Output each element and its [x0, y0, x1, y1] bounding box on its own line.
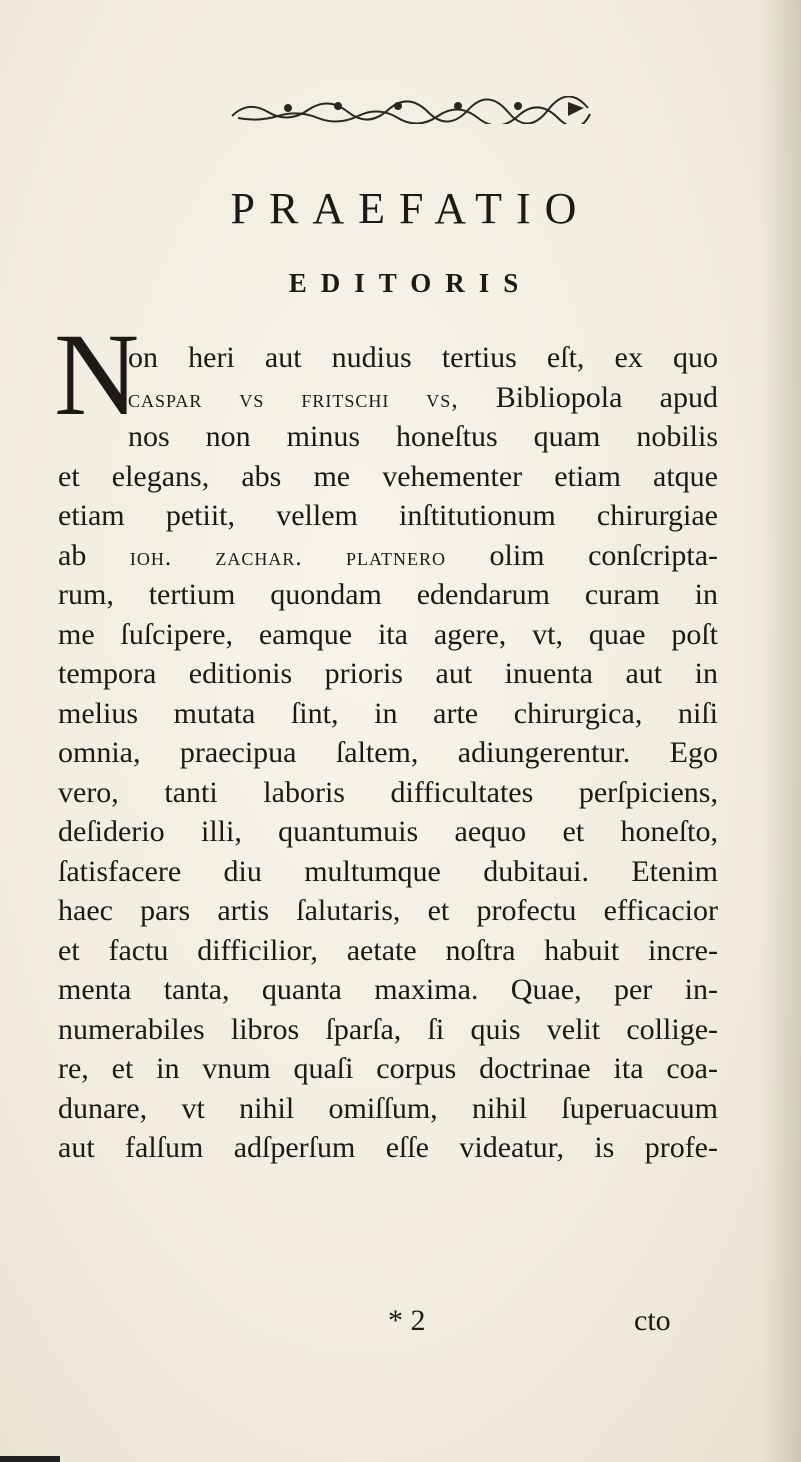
text-line: haec pars artis ſalutaris, et profectu efficacior	[58, 894, 718, 927]
drop-cap-initial: N	[54, 309, 140, 440]
text-line: me ſuſcipere, eamque ita agere, vt, quae poſt	[58, 617, 718, 651]
page-footer	[388, 1304, 708, 1344]
page-bottom-mark	[0, 1456, 60, 1462]
text-line: menta tanta, quanta maxima. Quae, per in-	[58, 973, 718, 1006]
text-line: tempora editionis prioris aut inuenta aut in	[58, 657, 718, 690]
headpiece-ornament	[228, 96, 598, 124]
proper-name: ioh. zachar. platnero	[129, 543, 446, 571]
text-line: ab ioh. zachar. platnero olim conſcripta-	[58, 538, 718, 572]
text-line: rum, tertium quondam edendarum curam in	[58, 578, 718, 611]
body-text	[58, 338, 718, 1168]
text-line: deſiderio illi, quantumuis aequo et honeſto,	[58, 815, 718, 848]
proper-name: caspar vs fritschi vs,	[128, 385, 459, 413]
text-line: caspar vs fritschi vs, Bibliopola apud	[128, 380, 718, 414]
text-line: ſatisfacere diu multumque dubitaui. Etenim	[58, 854, 718, 888]
signature-mark: * 2	[388, 1304, 426, 1337]
page-subtitle: EDITORIS	[288, 268, 533, 298]
catchword: cto	[634, 1304, 671, 1337]
text-line: omnia, praecipua ſaltem, adiungerentur. Ego	[58, 736, 718, 769]
text-line: numerabiles libros ſparſa, ſi quis velit collige-	[58, 1012, 718, 1046]
text-line: re, et in vnum quaſi corpus doctrinae ita coa-	[58, 1052, 718, 1085]
text-line: melius mutata ſint, in arte chirurgica, niſi	[58, 696, 718, 730]
text-line: dunare, vt nihil omiſſum, nihil ſuperuacuum	[58, 1091, 718, 1125]
text-line: etiam petiit, vellem inſtitutionum chirurgiae	[58, 499, 718, 532]
text-line: aut falſum adſperſum eſſe videatur, is profe-	[58, 1131, 718, 1164]
page-title: PRAEFATIO	[230, 184, 591, 233]
text-line: et factu difficilior, aetate noſtra habuit incre-	[58, 933, 718, 967]
text-line: on heri aut nudius tertius eſt, ex quo	[128, 341, 718, 374]
text-line: nos non minus honeſtus quam nobilis	[128, 420, 718, 453]
text-line: et elegans, abs me vehementer etiam atque	[58, 459, 718, 493]
text-line: vero, tanti laboris difficultates perſpiciens,	[58, 775, 718, 809]
